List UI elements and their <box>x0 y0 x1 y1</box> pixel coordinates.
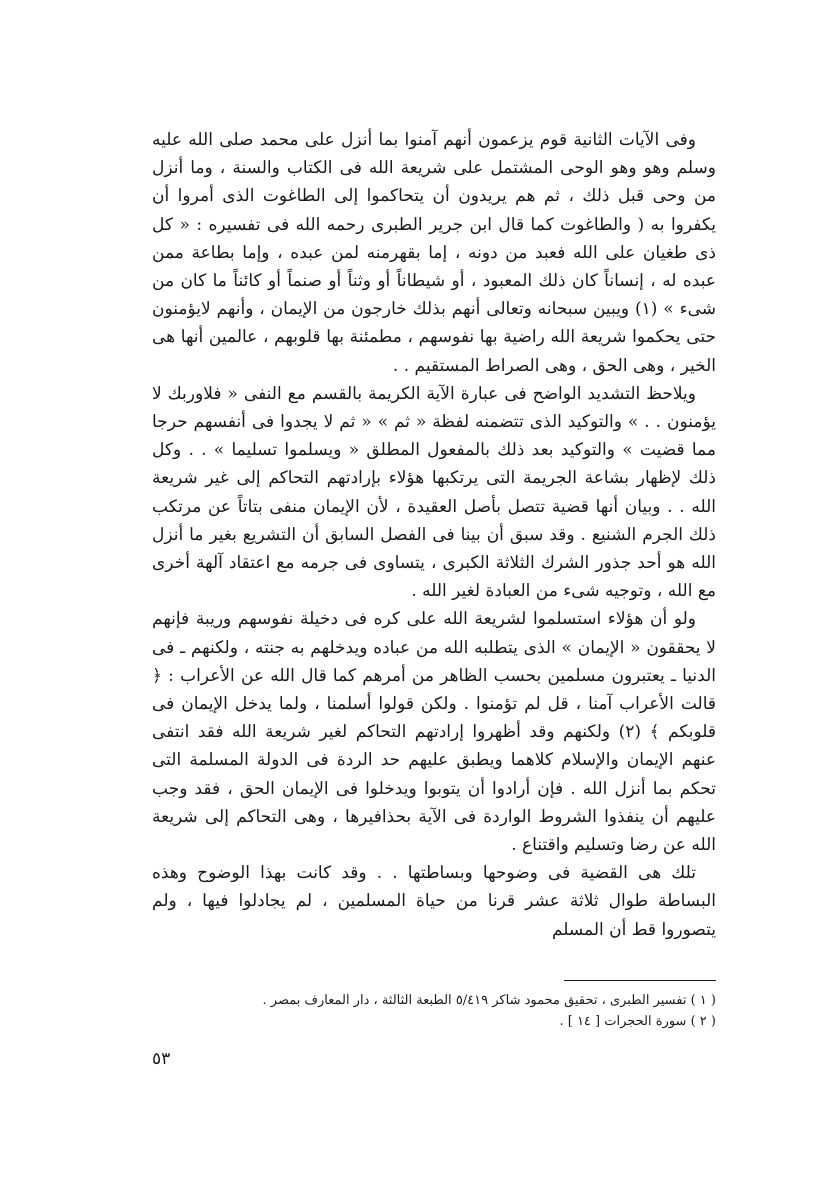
footnote-divider <box>564 980 716 981</box>
footnote-2: ( ٢ ) سورة الحجرات [ ١٤ ] . <box>559 1014 716 1029</box>
page-number: ٥٣ <box>152 1049 171 1069</box>
footnote-1: ( ١ ) تفسير الطبرى ، تحقيق محمود شاكر ٥/٤١٩ الطبعة الثالثة ، دار المعارف بمصر . <box>262 993 716 1008</box>
paragraph-2: ويلاحظ التشديد الواضح فى عبارة الآية الكريمة بالقسم مع النفى « فلاوربك لا يؤمنون . . » والتوكيد الذى تتضمنه لفظة « ثم » « ثم لا يجدوا فى أنفسهم حرجا مما قضيت » والتوكيد بعد ذلك بالمفعول المطلق « ويسلموا تسليما » . . وكل ذلك لإظهار بشاعة الجريمة التى يرتكبها هؤلاء بإرادتهم التحاكم إلى غير شريعة الله . . وبيان أنها قضية تتصل بأصل العقيدة ، لأن الإيمان منفى بتاتاً عن مرتكب ذلك الجرم الشنيع . وقد سبق أن بينا فى الفصل السابق أن التشريع بغير ما أنزل الله هو أحد جذور الشرك الثلاثة الكبرى ، يتساوى فى جرمه مع اعتقاد آلهة أخرى مع الله ، وتوجيه شىء من العبادة لغير الله . <box>152 383 716 602</box>
paragraph-1: وفى الآيات الثانية قوم يزعمون أنهم آمنوا بما أنزل على محمد صلى الله عليه وسلم وهو وهو الوحى المشتمل على شريعة الله فى الكتاب والسنة ، وما أنزل من وحى قبل ذلك ، ثم هم يريدون أن يتحاكموا إلى الطاغوت الذى أمروا أن يكفروا به ( والطاغوت كما قال ابن جرير الطبرى رحمه الله فى تفسيره : « كل ذى طغيان على الله فعبد من دونه ، إما بقهرمنه لمن عبده ، وإما بطاعة ممن عبده له ، إنساناً كان ذلك المعبود ، أو شيطاناً أو وثناً أو صنماً أو كائناً ما كان من شىء » (١) ويبين سبحانه وتعالى أنهم بذلك خارجون من الإيمان ، وأنهم لايؤمنون حتى يحكموا شريعة الله راضية بها نفوسهم ، مطمئنة بها قلوبهم ، عالمين أنها هى الخير ، وهى الحق ، وهى الصراط المستقيم . . <box>152 130 716 376</box>
footnotes <box>152 990 716 1032</box>
paragraph-4: تلك هى القضية فى وضوحها وبساطتها . . وقد كانت بهذا الوضوح وهذه البساطة طوال ثلاثة عشر قرنا من حياة المسلمين ، لم يجادلوا فيها ، ولم يتصوروا قط أن المسلم <box>152 863 716 940</box>
body-text <box>152 126 716 944</box>
paragraph-3: ولو أن هؤلاء استسلموا لشريعة الله على كره فى دخيلة نفوسهم وريبة فإنهم لا يحققون « الإيمان » الذى يتطلبه الله من عباده ويدخلهم به جنته ، ولكنهم ـ فى الدنيا ـ يعتبرون مسلمين بحسب الظاهر من أمرهم كما قال الله عن الأعراب : ﴿ قالت الأعراب آمنا ، قل لم تؤمنوا . ولكن قولوا أسلمنا ، ولما يدخل الإيمان فى قلوبكم ﴾ (٢) ولكنهم وقد أظهروا إرادتهم التحاكم لغير شريعة الله فقد انتفى عنهم الإيمان والإسلام كلاهما ويطبق عليهم حد الردة فى الدولة المسلمة التى تحكم بما أنزل الله . فإن أرادوا أن يتوبوا ويدخلوا فى الإيمان الحق ، فقد وجب عليهم أن ينفذوا الشروط الواردة فى الآية بحذافيرها ، وهى التحاكم إلى شريعة الله عن رضا وتسليم واقتناع . <box>152 609 716 856</box>
